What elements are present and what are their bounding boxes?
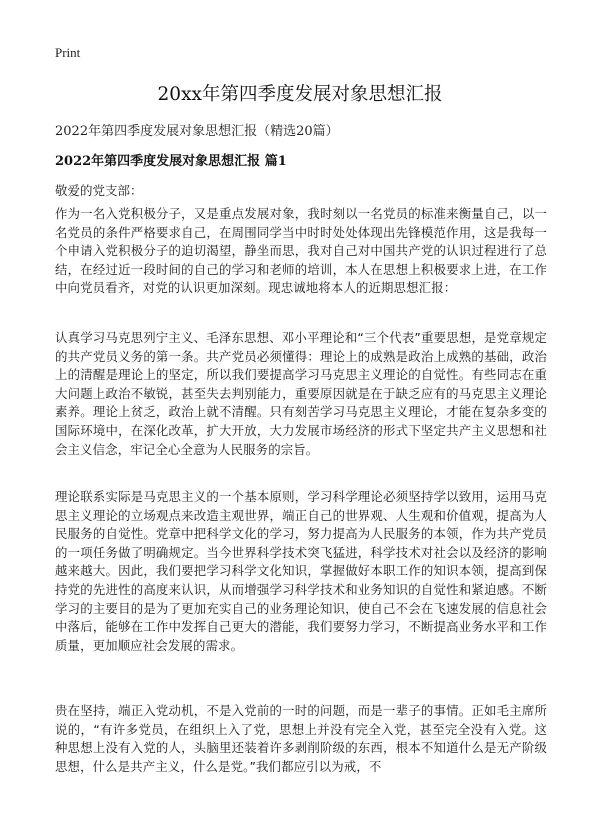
print-label[interactable]: Print xyxy=(55,45,81,60)
greeting: 敬爱的党支部： xyxy=(55,183,143,198)
paragraph-1: 作为一名入党积极分子，又是重点发展对象，我时刻以一名党员的标准来衡量自己，以一名党员的条件严格要求自己，在周围同学当中时时处处体现出先锋模范作用，这是我每一个申请入党积极分子的迫切渴望，静坐而思，我对自己对中国共产党的认识过程进行了总结，在经过近一段时间的自己的学习和老师的培训，本人在思想上积极要求上进，在工作中向党员看齐，对党的认识更加深刻。现忠诚地将本人的近期思想汇报： xyxy=(55,206,547,296)
document-subtitle: 2022年第四季度发展对象思想汇报（精选20篇） xyxy=(55,124,339,139)
paragraph-4: 贵在坚持，端正入党动机，不是入党前的一时的问题，而是一辈子的事情。正如毛主席所说的，“有许多党员，在组织上入了党，思想上并没有完全入党，甚至完全没有入党。这种思想上没有入党的人，头脑里还装着许多剥削阶级的东西，根本不知道什么是无产阶级思想，什么是共产主义，什么是党。”我们都应引以为戒，不 xyxy=(55,703,547,774)
section-heading: 2022年第四季度发展对象思想汇报 篇1 xyxy=(55,154,287,169)
paragraph-2: 认真学习马克思列宁主义、毛泽东思想、邓小平理论和“三个代表”重要思想，是党章规定的共产党员义务的第一条。共产党员必须懂得：理论上的成熟是政治上成熟的基础，政治上的清醒是理论上的坚定，所以我们要提高学习马克思主义理论的自觉性。有些同志在重大问题上政治不敏锐，甚至失去判别能力，重要原因就是在于缺乏应有的马克思主义理论素养。理论上贫乏，政治上就不清醒。只有刻苦学习马克思主义理论，才能在复杂多变的国际环境中，在深化改革，扩大开放，大力发展市场经济的形式下坚定共产主义思想和社会主义信念，牢记全心全意为人民服务的宗旨。 xyxy=(55,330,547,457)
paragraph-3: 理论联系实际是马克思主义的一个基本原则，学习科学理论必须坚持学以致用，运用马克思主义理论的立场观点来改造主观世界，端正自己的世界观、人生观和价值观，提高为人民服务的自觉性。党章中把科学文化的学习，努力提高为人民服务的本领，作为共产党员的一项任务做了明确规定。当今世界科学技术突飞猛进，科学技术对社会以及经济的影响越来越大。因此，我们要把学习科学文化知识，掌握做好本职工作的知识本领，提高到保持党的先进性的高度来认识，从而增强学习科学技术和业务知识的自觉性和紧迫感。不断学习的主要目的是为了更加充实自己的业务理论知识，使自己不会在飞速发展的信息社会中落后，能够在工作中发挥自己更大的潜能，我们要努力学习，不断提高业务水平和工作质量，更加顺应社会发展的需求。 xyxy=(55,489,547,653)
document-title: 20xx年第四季度发展对象思想汇报 xyxy=(157,84,443,105)
